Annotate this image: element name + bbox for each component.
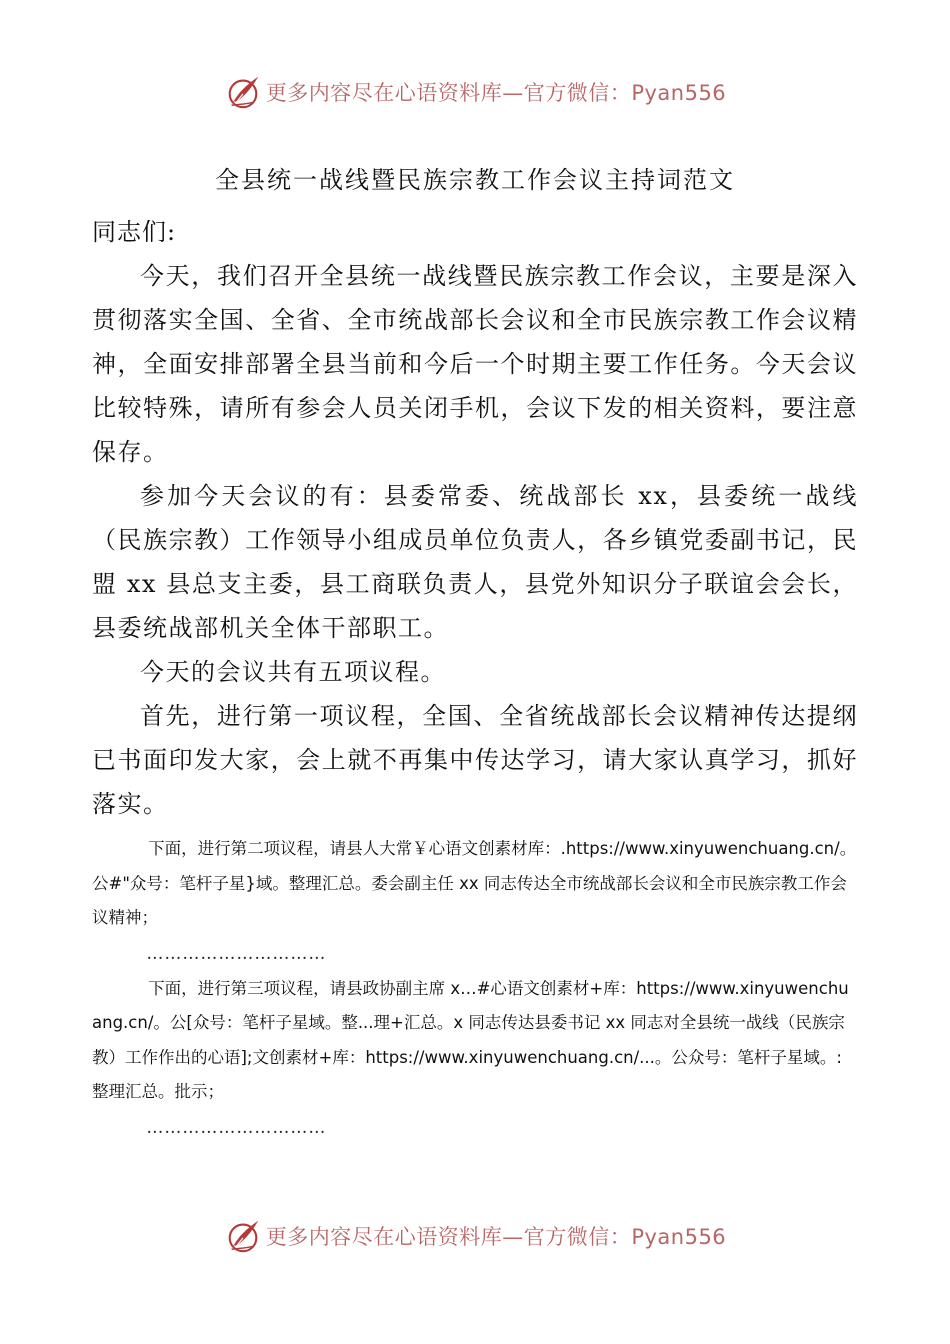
header-banner-text: 更多内容尽在心语资料库—官方微信：Pyan556 [265, 81, 727, 105]
paragraph-agenda-count: 今天的会议共有五项议程。 [140, 658, 446, 686]
ellipsis-separator-1: ………………………… [146, 943, 327, 964]
quill-logo-icon [224, 1217, 262, 1255]
document-body [92, 210, 858, 1146]
footer-banner [0, 1216, 950, 1256]
paragraph-agenda-item-1: 首先，进行第一项议程，全国、全省统战部长会议精神传达提纲已书面印发大家，会上就不再集中传达学习，请大家认真学习，抓好落实。 [92, 702, 858, 818]
paragraph-agenda-item-3: 下面，进行第三项议程，请县政协副主席 x…#心语文创素材+库：https://www.xinyuwenchuang.cn/。公[众号：笔杆子星域。整...理+汇总。x 同志传达县委书记 xx 同志对全县统一战线（民族宗教）工作作出的心语];文创素材+库：https://www.xinyuwenchuang.cn/...。公众号：笔杆子星域。:整理汇总。批示； [92, 978, 849, 1101]
footer-wechat-id: Pyan556 [631, 1225, 727, 1249]
header-wechat-id: Pyan556 [631, 81, 727, 105]
salutation: 同志们: [92, 218, 177, 246]
document-title: 全县统一战线暨民族宗教工作会议主持词范文 [215, 166, 735, 194]
quill-logo-icon [224, 73, 262, 111]
paragraph-attendees: 参加今天会议的有：县委常委、统战部长 xx，县委统一战线（民族宗教）工作领导小组成员单位负责人，各乡镇党委副书记，民盟 xx 县总支主委，县工商联负责人，县党外知识分子联谊会会长，县委统战部机关全体干部职工。 [92, 482, 858, 642]
ellipsis-separator-2: ………………………… [146, 1117, 327, 1138]
paragraph-opening: 今天，我们召开全县统一战线暨民族宗教工作会议，主要是深入贯彻落实全国、全省、全市统战部长会议和全市民族宗教工作会议精神，全面安排部署全县当前和今后一个时期主要工作任务。今天会议比较特殊，请所有参会人员关闭手机，会议下发的相关资料，要注意保存。 [92, 262, 858, 466]
header-banner [0, 72, 950, 112]
paragraph-agenda-item-2: 下面，进行第二项议程，请县人大常￥心语文创素材库：.https://www.xinyuwenchuang.cn/。公#"众号：笔杆子星}域。整理汇总。委会副主任 xx 同志传达全市统战部长会议和全市民族宗教工作会议精神； [92, 839, 857, 927]
footer-banner-text: 更多内容尽在心语资料库—官方微信：Pyan556 [265, 1225, 727, 1249]
